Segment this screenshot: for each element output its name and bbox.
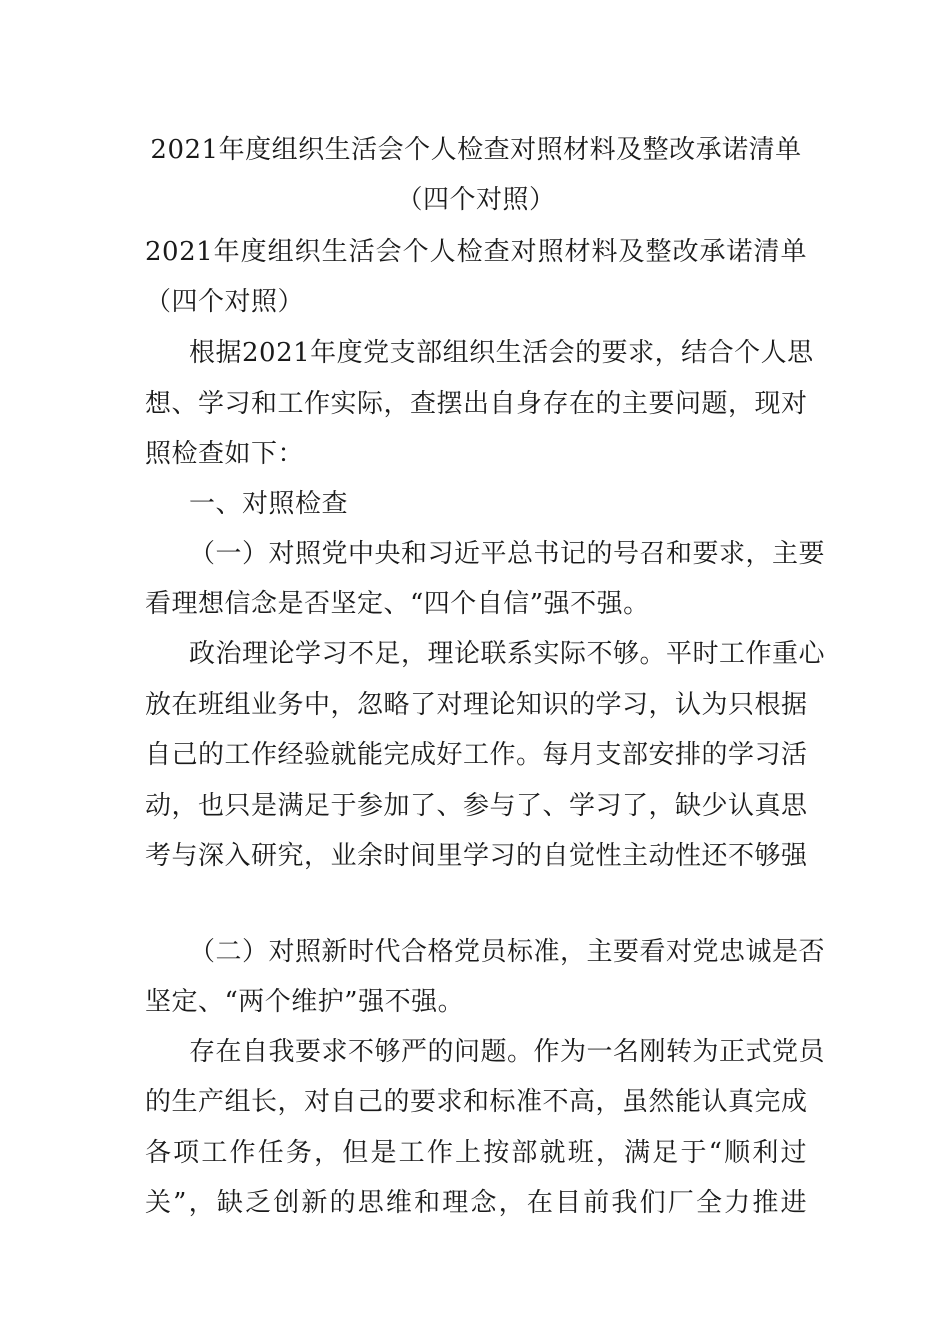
subsection-2-body-line-4: 关”，缺乏创新的思维和理念，在目前我们厂全力推进 bbox=[145, 1188, 807, 1218]
subsection-2-heading-line-1: （二）对照新时代合格党员标准，主要看对党忠诚是否 bbox=[189, 937, 826, 967]
document-subtitle: （四个对照） bbox=[396, 185, 556, 215]
repeated-title: 2021年度组织生活会个人检查对照材料及整改承诺清单 bbox=[145, 237, 807, 267]
subsection-1-body-line-1: 政治理论学习不足，理论联系实际不够。平时工作重心 bbox=[189, 639, 826, 669]
document-title: 2021年度组织生活会个人检查对照材料及整改承诺清单 bbox=[150, 135, 802, 165]
subsection-1-body-line-4: 动，也只是满足于参加了、参与了、学习了，缺少认真思 bbox=[145, 791, 808, 821]
subsection-1-body-line-3: 自己的工作经验就能完成好工作。每月支部安排的学习活 bbox=[145, 740, 808, 770]
subsection-2-body-line-1: 存在自我要求不够严的问题。作为一名刚转为正式党员 bbox=[189, 1037, 826, 1067]
intro-paragraph-line-1: 根据2021年度党支部组织生活会的要求，结合个人思 bbox=[189, 338, 814, 368]
subsection-1-heading-line-1: （一）对照党中央和习近平总书记的号召和要求，主要 bbox=[189, 539, 826, 569]
subsection-1-heading-line-2: 看理想信念是否坚定、“四个自信”强不强。 bbox=[145, 589, 650, 619]
subsection-2-body-line-3: 各项工作任务，但是工作上按部就班，满足于“顺利过 bbox=[145, 1138, 807, 1168]
subsection-2-heading-line-2: 坚定、“两个维护”强不强。 bbox=[145, 987, 465, 1017]
subsection-1-body-line-2: 放在班组业务中，忽略了对理论知识的学习，认为只根据 bbox=[145, 690, 808, 720]
subsection-1-body-line-5: 考与深入研究，业余时间里学习的自觉性主动性还不够强 bbox=[145, 841, 808, 871]
section-heading: 一、对照检查 bbox=[189, 489, 349, 519]
subsection-2-body-line-2: 的生产组长，对自己的要求和标准不高，虽然能认真完成 bbox=[145, 1087, 808, 1117]
repeated-subtitle: （四个对照） bbox=[145, 287, 305, 317]
intro-paragraph-line-2: 想、学习和工作实际，查摆出自身存在的主要问题，现对 bbox=[145, 389, 808, 419]
intro-paragraph-line-3: 照检查如下： bbox=[145, 439, 305, 469]
